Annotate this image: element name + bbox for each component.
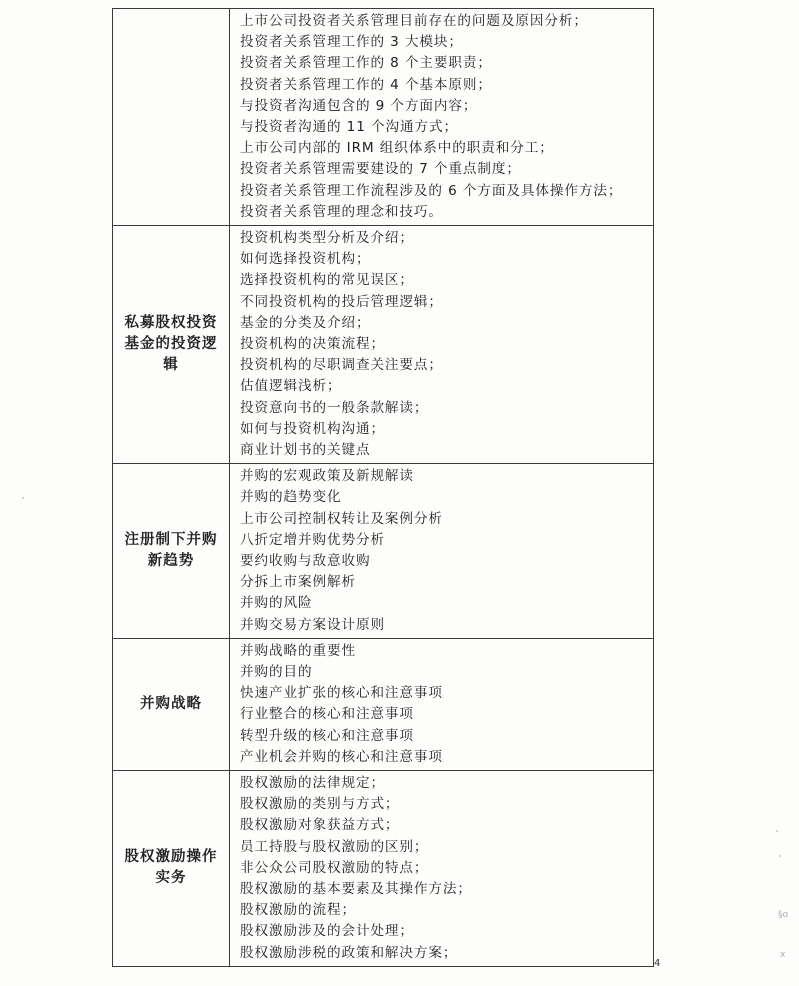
content-line: 并购的趋势变化 <box>240 489 342 506</box>
speck <box>776 830 778 832</box>
topic-cell: 并购战略 <box>113 638 230 770</box>
content-line: 股权激励对象获益方式； <box>240 817 400 834</box>
content-line: 投资者关系管理需要建设的 7 个重点制度； <box>240 161 521 178</box>
content-line: 上市公司内部的 IRM 组织体系中的职责和分工； <box>240 140 554 157</box>
content-line: 投资者关系管理工作流程涉及的 6 个方面及具体操作方法； <box>240 182 623 199</box>
content-line: 股权激励涉税的政策和解决方案； <box>240 944 458 961</box>
content-line: 投资机构的尽职调查关注要点； <box>240 357 443 374</box>
content-line: 要约收购与敌意收购 <box>240 552 371 569</box>
speck <box>22 497 24 499</box>
content-line: 上市公司控制权转让及案例分析 <box>240 510 443 527</box>
content-line: 商业计划书的关键点 <box>240 441 371 458</box>
content-line: 如何与投资机构沟通； <box>240 420 385 437</box>
topic-cell <box>113 9 230 226</box>
content-line: 基金的分类及介绍； <box>240 314 371 331</box>
topic-cell: 股权激励操作实务 <box>113 770 230 966</box>
table-row <box>113 464 654 639</box>
margin-mark: ⅹ <box>780 950 786 960</box>
course-table-sheet <box>112 8 654 967</box>
margin-mark: §ɑ <box>778 910 789 920</box>
content-line: 投资者关系管理工作的 4 个基本原则； <box>240 76 492 93</box>
content-line: 不同投资机构的投后管理逻辑； <box>240 293 443 310</box>
content-line: 行业整合的核心和注意事项 <box>240 706 414 723</box>
content-line: 如何选择投资机构； <box>240 251 371 268</box>
content-line: 并购交易方案设计原则 <box>240 616 385 633</box>
content-line: 估值逻辑浅析； <box>240 378 342 395</box>
table-row <box>113 770 654 966</box>
content-line: 股权激励的流程； <box>240 902 356 919</box>
content-line: 并购的目的 <box>240 664 313 680</box>
content-line: 股权激励涉及的会计处理； <box>240 923 414 940</box>
page-number: 4 <box>654 958 661 969</box>
content-line: 员工持股与股权激励的区别； <box>240 838 429 855</box>
content-line: 选择投资机构的常见误区； <box>240 272 414 289</box>
content-line: 分拆上市案例解析 <box>240 574 356 591</box>
content-line: 股权激励的法律规定； <box>240 775 385 792</box>
content-line: 快速产业扩张的核心和注意事项 <box>240 685 443 702</box>
content-line: 与投资者沟通的 11 个沟通方式； <box>240 119 458 135</box>
content-cell <box>230 770 654 966</box>
content-line: 与投资者沟通包含的 9 个方面内容； <box>240 97 478 114</box>
content-line: 投资者关系管理工作的 3 大模块； <box>240 34 463 51</box>
content-line: 投资意向书的一般条款解读； <box>240 399 429 416</box>
content-line: 并购的宏观政策及新规解读 <box>240 468 414 485</box>
content-cell <box>230 226 654 464</box>
content-line: 投资机构类型分析及介绍； <box>240 230 414 247</box>
content-cell <box>230 9 654 226</box>
content-line: 上市公司投资者关系管理目前存在的问题及原因分析； <box>240 13 588 30</box>
content-line: 股权激励的基本要素及其操作方法； <box>240 880 472 897</box>
content-line: 转型升级的核心和注意事项 <box>240 727 414 744</box>
content-cell <box>230 638 654 770</box>
topic-cell: 私募股权投资基金的投资逻辑 <box>113 226 230 464</box>
content-line: 八折定增并购优势分析 <box>240 531 385 548</box>
course-table <box>112 8 654 967</box>
content-line: 产业机会并购的核心和注意事项 <box>240 748 443 765</box>
table-row <box>113 226 654 464</box>
topic-cell: 注册制下并购新趋势 <box>113 464 230 639</box>
content-line: 投资机构的决策流程； <box>240 336 385 352</box>
speck <box>779 855 781 857</box>
content-line: 非公众公司股权激励的特点； <box>240 859 429 876</box>
content-line: 投资者关系管理工作的 8 个主要职责； <box>240 55 492 72</box>
table-row <box>113 9 654 226</box>
table-row <box>113 638 654 770</box>
content-line: 并购的风险 <box>240 595 313 612</box>
content-line: 投资者关系管理的理念和技巧。 <box>240 203 443 220</box>
content-cell <box>230 464 654 639</box>
content-line: 股权激励的类别与方式； <box>240 796 400 813</box>
content-line: 并购战略的重要性 <box>240 642 356 659</box>
